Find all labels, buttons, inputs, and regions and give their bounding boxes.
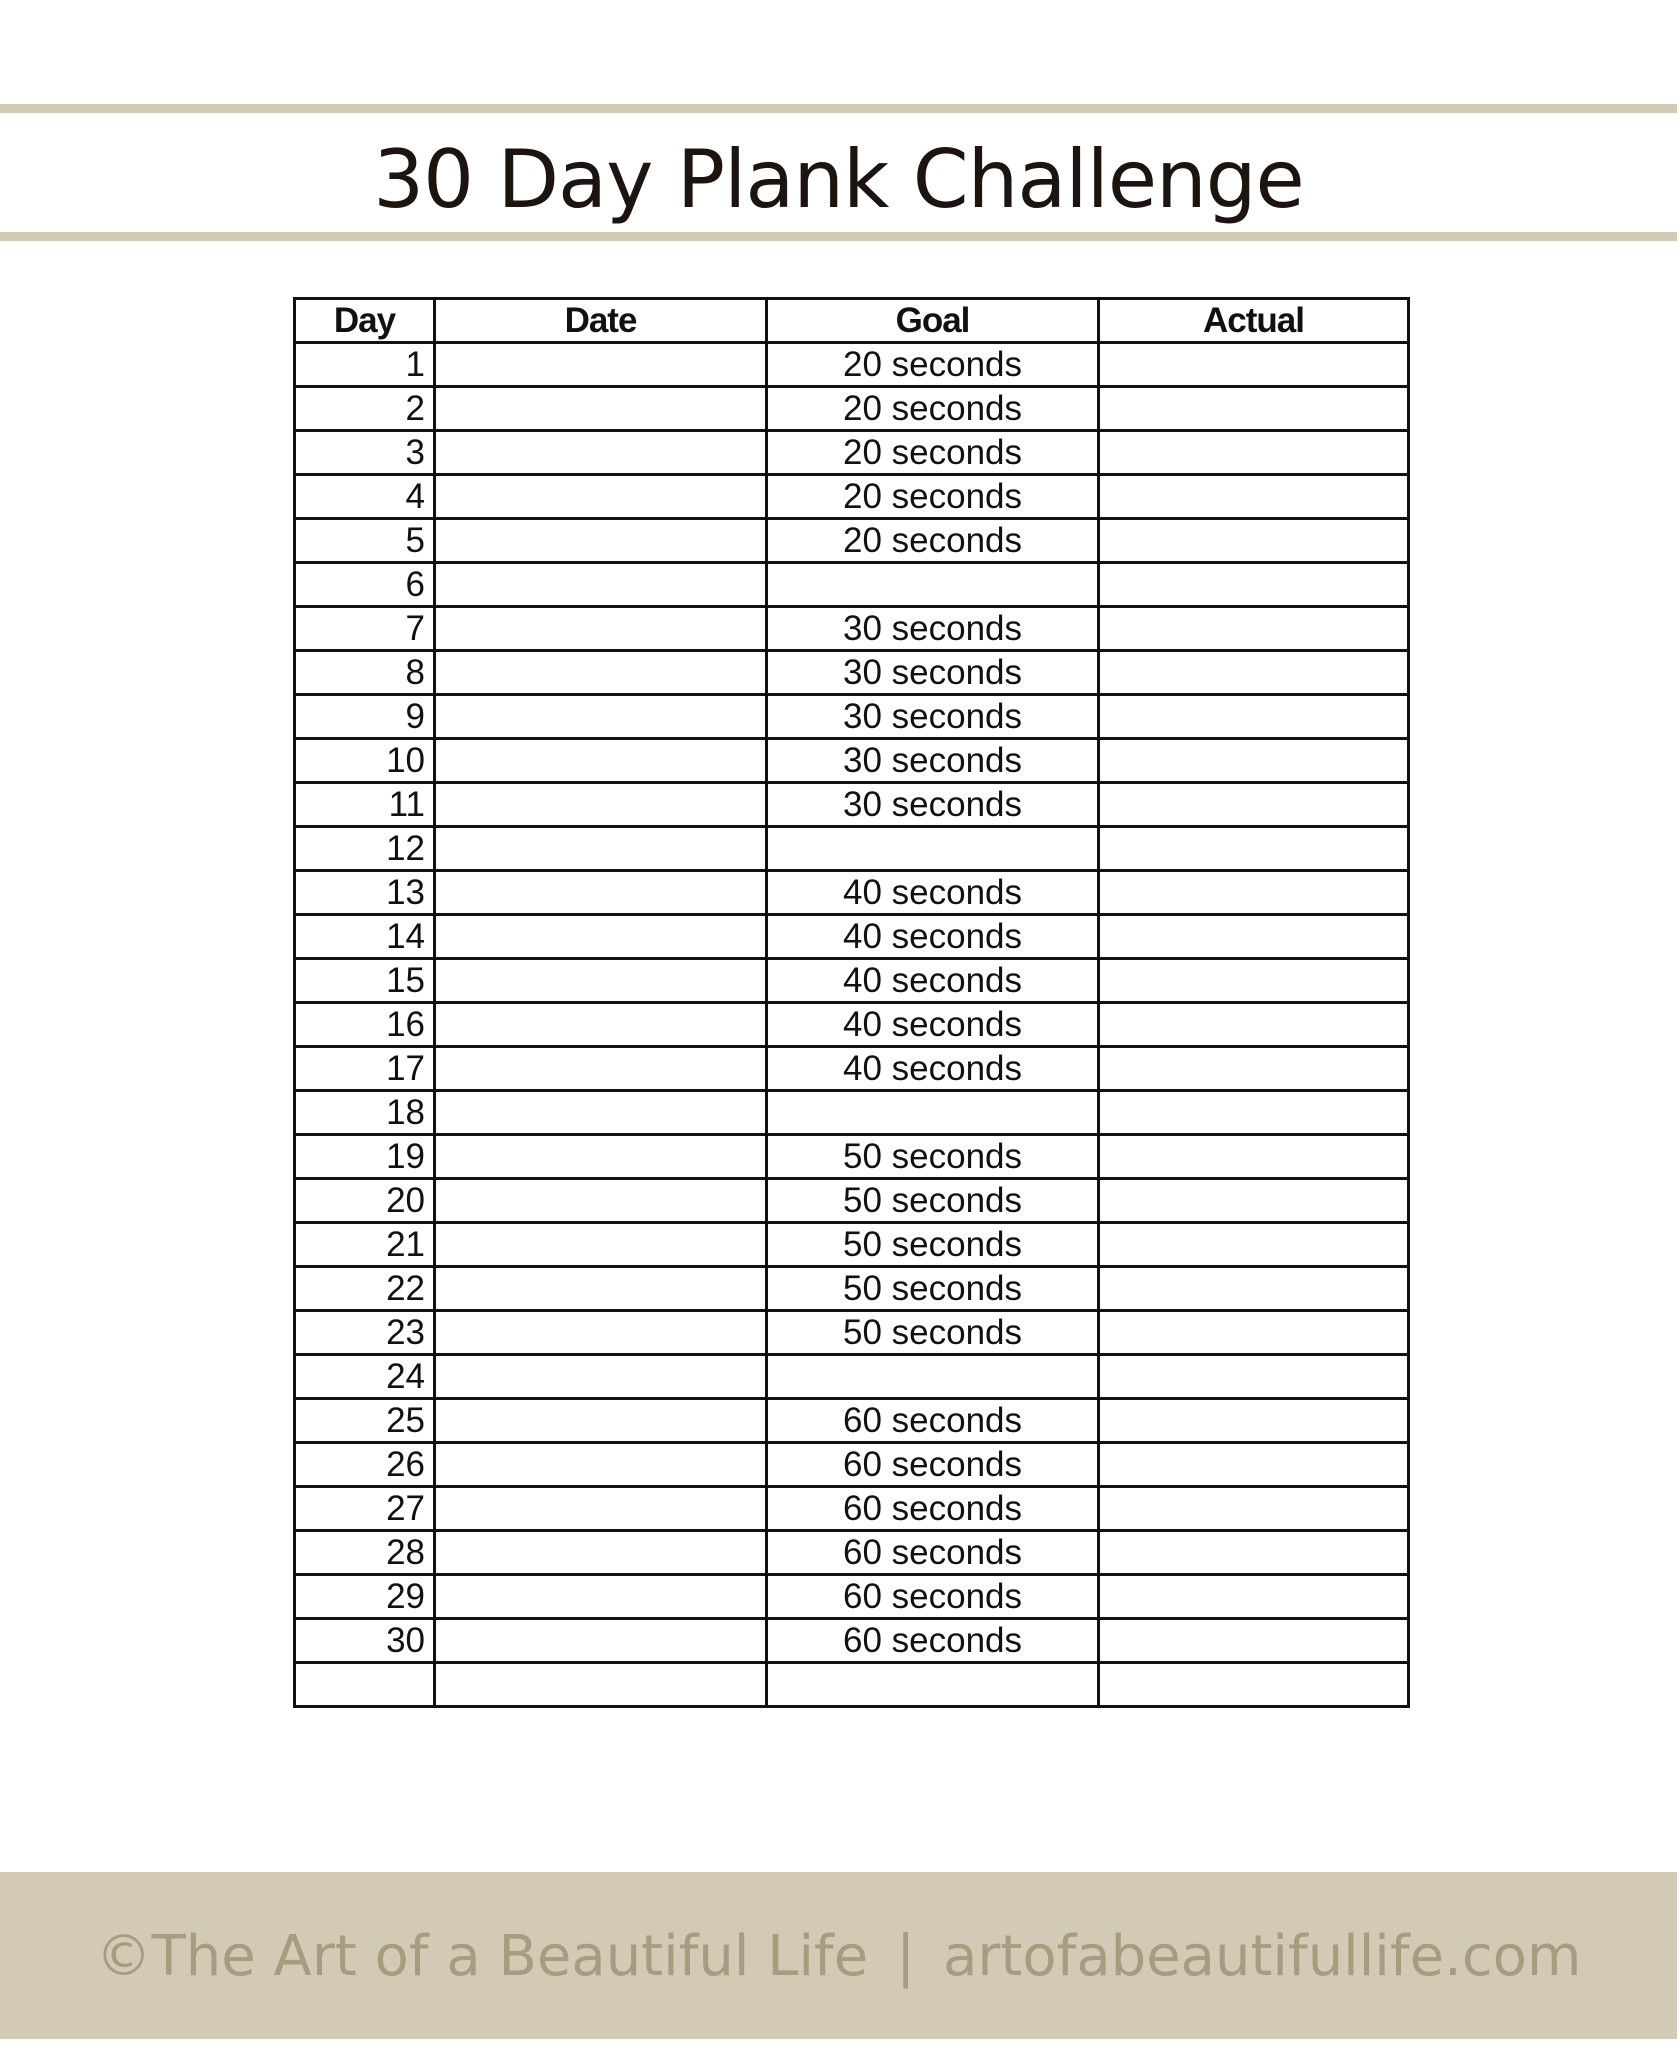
goal-cell: 40 seconds [767,1003,1099,1047]
table-row [295,1487,1409,1531]
table-row [295,1047,1409,1091]
day-cell [295,1663,435,1707]
actual-cell[interactable] [1099,1179,1409,1223]
goal-cell: 50 seconds [767,1311,1099,1355]
date-cell[interactable] [435,1135,767,1179]
table-row [295,1443,1409,1487]
goal-cell [767,563,1099,607]
date-cell[interactable] [435,1179,767,1223]
day-cell: 28 [295,1531,435,1575]
footer-band [0,1872,1677,2039]
goal-cell: 60 seconds [767,1399,1099,1443]
goal-cell: 30 seconds [767,783,1099,827]
actual-cell[interactable] [1099,783,1409,827]
actual-cell[interactable] [1099,1575,1409,1619]
table-row [295,871,1409,915]
goal-cell: 50 seconds [767,1179,1099,1223]
actual-cell[interactable] [1099,739,1409,783]
actual-cell[interactable] [1099,1531,1409,1575]
day-cell: 27 [295,1487,435,1531]
actual-cell[interactable] [1099,1091,1409,1135]
actual-cell[interactable] [1099,827,1409,871]
day-cell: 12 [295,827,435,871]
goal-cell: 40 seconds [767,1047,1099,1091]
goal-cell: 60 seconds [767,1619,1099,1663]
day-cell: 30 [295,1619,435,1663]
day-cell: 3 [295,431,435,475]
date-cell[interactable] [435,607,767,651]
actual-cell[interactable] [1099,1267,1409,1311]
actual-cell[interactable] [1099,431,1409,475]
page-title: 30 Day Plank Challenge [373,133,1304,226]
date-cell[interactable] [435,563,767,607]
goal-cell: 60 seconds [767,1531,1099,1575]
actual-cell[interactable] [1099,1619,1409,1663]
date-cell[interactable] [435,1399,767,1443]
table-row [295,1575,1409,1619]
table-row [295,1619,1409,1663]
actual-cell[interactable] [1099,1311,1409,1355]
day-cell: 25 [295,1399,435,1443]
day-cell: 16 [295,1003,435,1047]
goal-cell: 60 seconds [767,1443,1099,1487]
actual-cell[interactable] [1099,1663,1409,1707]
table-row [295,563,1409,607]
day-cell: 4 [295,475,435,519]
actual-cell[interactable] [1099,1443,1409,1487]
goal-cell: 50 seconds [767,1223,1099,1267]
goal-cell: 30 seconds [767,695,1099,739]
actual-cell[interactable] [1099,343,1409,387]
day-cell: 23 [295,1311,435,1355]
footer-credit [0,1922,1677,1992]
footer-separator: | [896,1924,916,1989]
header-goal: Goal [767,299,1099,343]
footer-website: artofabeautifullife.com [943,1924,1582,1989]
date-cell[interactable] [435,387,767,431]
table-row [295,431,1409,475]
date-cell[interactable] [435,1575,767,1619]
table-row [295,695,1409,739]
actual-cell[interactable] [1099,915,1409,959]
table-row [295,1663,1409,1707]
day-cell: 13 [295,871,435,915]
actual-cell[interactable] [1099,1355,1409,1399]
date-cell[interactable] [435,783,767,827]
date-cell[interactable] [435,475,767,519]
day-cell: 8 [295,651,435,695]
day-cell: 17 [295,1047,435,1091]
goal-cell: 60 seconds [767,1575,1099,1619]
goal-cell: 30 seconds [767,607,1099,651]
table-row [295,1531,1409,1575]
date-cell[interactable] [435,1047,767,1091]
table-row [295,783,1409,827]
day-cell: 10 [295,739,435,783]
actual-cell[interactable] [1099,959,1409,1003]
date-cell[interactable] [435,1663,767,1707]
table-row [295,1135,1409,1179]
table-row [295,1355,1409,1399]
table-row [295,1267,1409,1311]
goal-cell: 20 seconds [767,343,1099,387]
date-cell[interactable] [435,1619,767,1663]
table-row [295,1399,1409,1443]
actual-cell[interactable] [1099,519,1409,563]
table-row [295,739,1409,783]
table-row [295,607,1409,651]
actual-cell[interactable] [1099,651,1409,695]
date-cell[interactable] [435,1003,767,1047]
table-body [295,343,1409,1707]
table-row [295,1003,1409,1047]
date-cell[interactable] [435,519,767,563]
actual-cell[interactable] [1099,1047,1409,1091]
day-cell: 26 [295,1443,435,1487]
actual-cell[interactable] [1099,1487,1409,1531]
date-cell[interactable] [435,871,767,915]
day-cell: 19 [295,1135,435,1179]
table-row [295,1091,1409,1135]
date-cell[interactable] [435,695,767,739]
header-day: Day [295,299,435,343]
table-row [295,519,1409,563]
day-cell: 2 [295,387,435,431]
actual-cell[interactable] [1099,387,1409,431]
day-cell: 7 [295,607,435,651]
top-divider [0,104,1677,113]
date-cell[interactable] [435,343,767,387]
goal-cell: 30 seconds [767,739,1099,783]
goal-cell [767,827,1099,871]
goal-cell: 40 seconds [767,871,1099,915]
header-actual: Actual [1099,299,1409,343]
table-row [295,827,1409,871]
date-cell[interactable] [435,1531,767,1575]
goal-cell: 20 seconds [767,387,1099,431]
day-cell: 15 [295,959,435,1003]
table-row [295,475,1409,519]
date-cell[interactable] [435,1091,767,1135]
date-cell[interactable] [435,431,767,475]
day-cell: 29 [295,1575,435,1619]
goal-cell [767,1663,1099,1707]
goal-cell: 20 seconds [767,475,1099,519]
table-row [295,1311,1409,1355]
day-cell: 22 [295,1267,435,1311]
date-cell[interactable] [435,1223,767,1267]
day-cell: 9 [295,695,435,739]
header-row [295,299,1409,343]
goal-cell: 40 seconds [767,915,1099,959]
table-row [295,1179,1409,1223]
day-cell: 11 [295,783,435,827]
day-cell: 24 [295,1355,435,1399]
table-row [295,915,1409,959]
actual-cell[interactable] [1099,1135,1409,1179]
actual-cell[interactable] [1099,871,1409,915]
title-underline [0,232,1677,241]
actual-cell[interactable] [1099,1399,1409,1443]
actual-cell[interactable] [1099,607,1409,651]
date-cell[interactable] [435,1267,767,1311]
day-cell: 1 [295,343,435,387]
day-cell: 18 [295,1091,435,1135]
table-row [295,343,1409,387]
goal-cell: 50 seconds [767,1135,1099,1179]
plank-log-table [293,297,1410,1708]
date-cell[interactable] [435,651,767,695]
table-row [295,959,1409,1003]
day-cell: 20 [295,1179,435,1223]
date-cell[interactable] [435,959,767,1003]
date-cell[interactable] [435,1355,767,1399]
day-cell: 21 [295,1223,435,1267]
date-cell[interactable] [435,827,767,871]
goal-cell: 40 seconds [767,959,1099,1003]
actual-cell[interactable] [1099,695,1409,739]
date-cell[interactable] [435,1487,767,1531]
actual-cell[interactable] [1099,563,1409,607]
footer-copyright: ©The Art of a Beautiful Life [95,1924,869,1989]
day-cell: 5 [295,519,435,563]
goal-cell: 60 seconds [767,1487,1099,1531]
table-row [295,651,1409,695]
day-cell: 14 [295,915,435,959]
goal-cell: 20 seconds [767,431,1099,475]
table-row [295,387,1409,431]
date-cell[interactable] [435,1443,767,1487]
goal-cell [767,1355,1099,1399]
goal-cell: 50 seconds [767,1267,1099,1311]
goal-cell: 30 seconds [767,651,1099,695]
date-cell[interactable] [435,1311,767,1355]
day-cell: 6 [295,563,435,607]
date-cell[interactable] [435,915,767,959]
goal-cell [767,1091,1099,1135]
goal-cell: 20 seconds [767,519,1099,563]
date-cell[interactable] [435,739,767,783]
actual-cell[interactable] [1099,1223,1409,1267]
actual-cell[interactable] [1099,1003,1409,1047]
table-row [295,1223,1409,1267]
header-date: Date [435,299,767,343]
actual-cell[interactable] [1099,475,1409,519]
